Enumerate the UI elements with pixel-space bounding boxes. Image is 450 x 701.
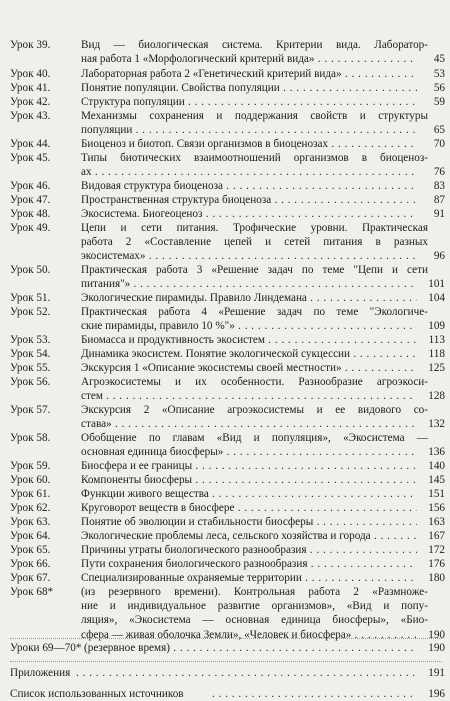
lesson-label: Урок 42. bbox=[10, 95, 51, 108]
entry-text-line: става» . . . bbox=[81, 417, 428, 431]
entry-text-line: Специализированные охраняемые территории . . . bbox=[81, 571, 428, 585]
page-number: 56 bbox=[417, 81, 445, 95]
page-number: 176 bbox=[417, 557, 445, 571]
entry-text-line: ние и индивидуальное развитие организмов», «Вид и попу- bbox=[81, 599, 428, 612]
page-number: 59 bbox=[417, 95, 445, 109]
lesson-label: Приложения bbox=[10, 666, 71, 679]
lesson-label: Урок 47. bbox=[10, 193, 51, 206]
lesson-label: Урок 55. bbox=[10, 361, 51, 374]
page-number: 156 bbox=[417, 501, 445, 515]
entry-text-line: Функции живого вещества . . . bbox=[81, 487, 428, 501]
lesson-label: Урок 52. bbox=[10, 305, 51, 318]
lesson-label: Урок 59. bbox=[10, 459, 51, 472]
entry-text-line: Практическая работа 3 «Решение задач по теме "Цепи и сети bbox=[81, 263, 428, 276]
entry-text-line: Агроэкосистемы и их особенности. Разнообразие агроэкоси- bbox=[81, 375, 428, 388]
lesson-label: Урок 50. bbox=[10, 263, 51, 276]
page-number: 91 bbox=[417, 207, 445, 221]
entry-text-line bbox=[76, 666, 428, 680]
entry-text-line: Динамика экосистем. Понятие экологической сукцессии . . . bbox=[81, 347, 428, 361]
lesson-label: Урок 39. bbox=[10, 39, 51, 51]
page-number: 104 bbox=[417, 291, 445, 305]
page-number: 45 bbox=[417, 52, 445, 66]
lesson-label: Урок 63. bbox=[10, 515, 51, 528]
entry-text-line: Экологические пирамиды. Правило Линдемана . . . bbox=[81, 291, 428, 305]
entry-text-line: Понятие популяции. Свойства популяции . . . bbox=[81, 81, 428, 95]
lesson-label: Урок 46. bbox=[10, 179, 51, 192]
lesson-label: Урок 62. bbox=[10, 501, 51, 514]
entry-text-line: Цепи и сети питания. Трофические уровни. Практическая bbox=[81, 221, 428, 234]
page-number: 109 bbox=[417, 319, 445, 333]
entry-text-line: Экскурсия 1 «Описание экосистемы своей местности» . . . bbox=[81, 361, 428, 375]
page-number: 70 bbox=[417, 137, 445, 151]
lesson-label: Урок 68* bbox=[10, 585, 54, 598]
lesson-label: Урок 40. bbox=[10, 67, 51, 80]
lesson-label: Уроки 69—70* bbox=[10, 641, 82, 654]
entry-text-line: Пространственная структура биоценоза . . . bbox=[81, 193, 428, 207]
page-number: 190 bbox=[417, 641, 445, 655]
entry-text-line: экосистемах» . . . bbox=[81, 249, 428, 263]
page-number: 113 bbox=[417, 333, 445, 347]
page-number: 128 bbox=[417, 389, 445, 403]
page-number: 191 bbox=[417, 666, 445, 680]
lesson-label: Урок 57. bbox=[10, 403, 51, 416]
page-number: 53 bbox=[417, 67, 445, 81]
entry-text-line: Биоценоз и биотоп. Связи организмов в биоценозах . . . bbox=[81, 137, 428, 151]
entry-text-line: популяции . . . bbox=[81, 123, 428, 137]
lesson-label: Урок 53. bbox=[10, 333, 51, 346]
lesson-label: Урок 58. bbox=[10, 431, 51, 444]
page-number: 87 bbox=[417, 193, 445, 207]
entry-text-line: Компоненты биосферы . . . bbox=[81, 473, 428, 487]
page-number: 96 bbox=[417, 249, 445, 263]
lesson-label: Урок 66. bbox=[10, 557, 51, 570]
entry-text-line: Экосистема. Биогеоценоз . . . bbox=[81, 207, 428, 221]
entry-text-line: (резервное время) . . . bbox=[84, 641, 428, 655]
lesson-label: Урок 60. bbox=[10, 473, 51, 486]
page-number: 132 bbox=[417, 417, 445, 431]
entry-text-line: ские пирамиды, правило 10 %"» . . . bbox=[81, 319, 428, 333]
page-number: 172 bbox=[417, 543, 445, 557]
entry-text-line: Биомасса и продуктивность экосистем . . . bbox=[81, 333, 428, 347]
page-number: 163 bbox=[417, 515, 445, 529]
entry-text-line: Механизмы сохранения и поддержания свойств и структуры bbox=[81, 109, 428, 122]
lesson-label: Урок 41. bbox=[10, 81, 51, 94]
lesson-label: Урок 49. bbox=[10, 221, 51, 234]
page-number: 140 bbox=[417, 459, 445, 473]
lesson-label: Урок 45. bbox=[10, 151, 51, 164]
page-number: 118 bbox=[417, 347, 445, 361]
page-number: 101 bbox=[417, 277, 445, 291]
page-number: 76 bbox=[417, 165, 445, 179]
lesson-label: Урок 48. bbox=[10, 207, 51, 220]
entry-text-line: Круговорот веществ в биосфере . . . bbox=[81, 501, 428, 515]
page-number: 151 bbox=[417, 487, 445, 501]
entry-text-line: сфера — живая оболочка Земли», «Человек и биосфера» . . . bbox=[81, 628, 428, 642]
section-divider bbox=[10, 661, 442, 662]
lesson-label: Урок 54. bbox=[10, 347, 51, 360]
page-number: 167 bbox=[417, 529, 445, 543]
entry-text-line: (из резервного времени). Контрольная работа 2 «Размноже- bbox=[81, 585, 428, 598]
entry-text-line: Лабораторная работа 2 «Генетический критерий вида» . . . bbox=[81, 67, 428, 81]
entry-text-line: работа 2 «Составление цепей и сетей питания в разных bbox=[81, 235, 428, 248]
page-number: 180 bbox=[417, 571, 445, 585]
page-number: 136 bbox=[417, 445, 445, 459]
page-number: 190 bbox=[417, 628, 445, 642]
entry-text-line: ах . . . bbox=[81, 165, 428, 179]
entry-text-line: Биосфера и ее границы . . . bbox=[81, 459, 428, 473]
lesson-label: Список использованных источников bbox=[10, 687, 184, 700]
lesson-label: Урок 61. bbox=[10, 487, 51, 500]
entry-text-line bbox=[212, 687, 428, 701]
page-number: 65 bbox=[417, 123, 445, 137]
lesson-label: Урок 43. bbox=[10, 109, 51, 122]
lesson-label: Урок 64. bbox=[10, 529, 51, 542]
lesson-label: Урок 44. bbox=[10, 137, 51, 150]
entry-text-line: Структура популяции . . . bbox=[81, 95, 428, 109]
entry-text-line: Экологические проблемы леса, сельского хозяйства и города . . . bbox=[81, 529, 428, 543]
page-number: 145 bbox=[417, 473, 445, 487]
entry-text-line: Практическая работа 4 «Решение задач по теме "Экологиче- bbox=[81, 305, 428, 318]
entry-text-line: ная работа 1 «Морфологический критерий вида» . . . bbox=[81, 52, 428, 66]
entry-text-line: Типы биотических взаимоотношений организмов в биоценоз- bbox=[81, 151, 428, 164]
entry-text-line: Вид — биологическая система. Критерии вида. Лаборатор- bbox=[81, 39, 428, 51]
entry-text-line: Понятие об эволюции и стабильности биосферы . . . bbox=[81, 515, 428, 529]
entry-text-line: основная единица биосферы» . . . bbox=[81, 445, 428, 459]
lesson-label: Урок 56. bbox=[10, 375, 51, 388]
entry-text-line: Обобщение по главам «Вид и популяция», «Экосистема — bbox=[81, 431, 428, 444]
section-divider bbox=[10, 638, 442, 639]
lesson-label: Урок 67. bbox=[10, 571, 51, 584]
lesson-label: Урок 51. bbox=[10, 291, 51, 304]
entry-text-line: Экскурсия 2 «Описание агроэкосистемы и ее видового со- bbox=[81, 403, 428, 416]
entry-text-line: Пути сохранения биологического разнообразия . . . bbox=[81, 557, 428, 571]
page-number: 125 bbox=[417, 361, 445, 375]
page-number: 83 bbox=[417, 179, 445, 193]
entry-text-line: Видовая структура биоценоза . . . bbox=[81, 179, 428, 193]
entry-text-line: Причины утраты биологического разнообразия . . . bbox=[81, 543, 428, 557]
entry-text-line: ляция», «Экосистема — основная единица биосферы», «Био- bbox=[81, 614, 428, 627]
entry-text-line: питания"» . . . bbox=[81, 277, 428, 291]
entry-text-line: стем . . . bbox=[81, 389, 428, 403]
page-number: 196 bbox=[417, 687, 445, 701]
lesson-label: Урок 65. bbox=[10, 543, 51, 556]
